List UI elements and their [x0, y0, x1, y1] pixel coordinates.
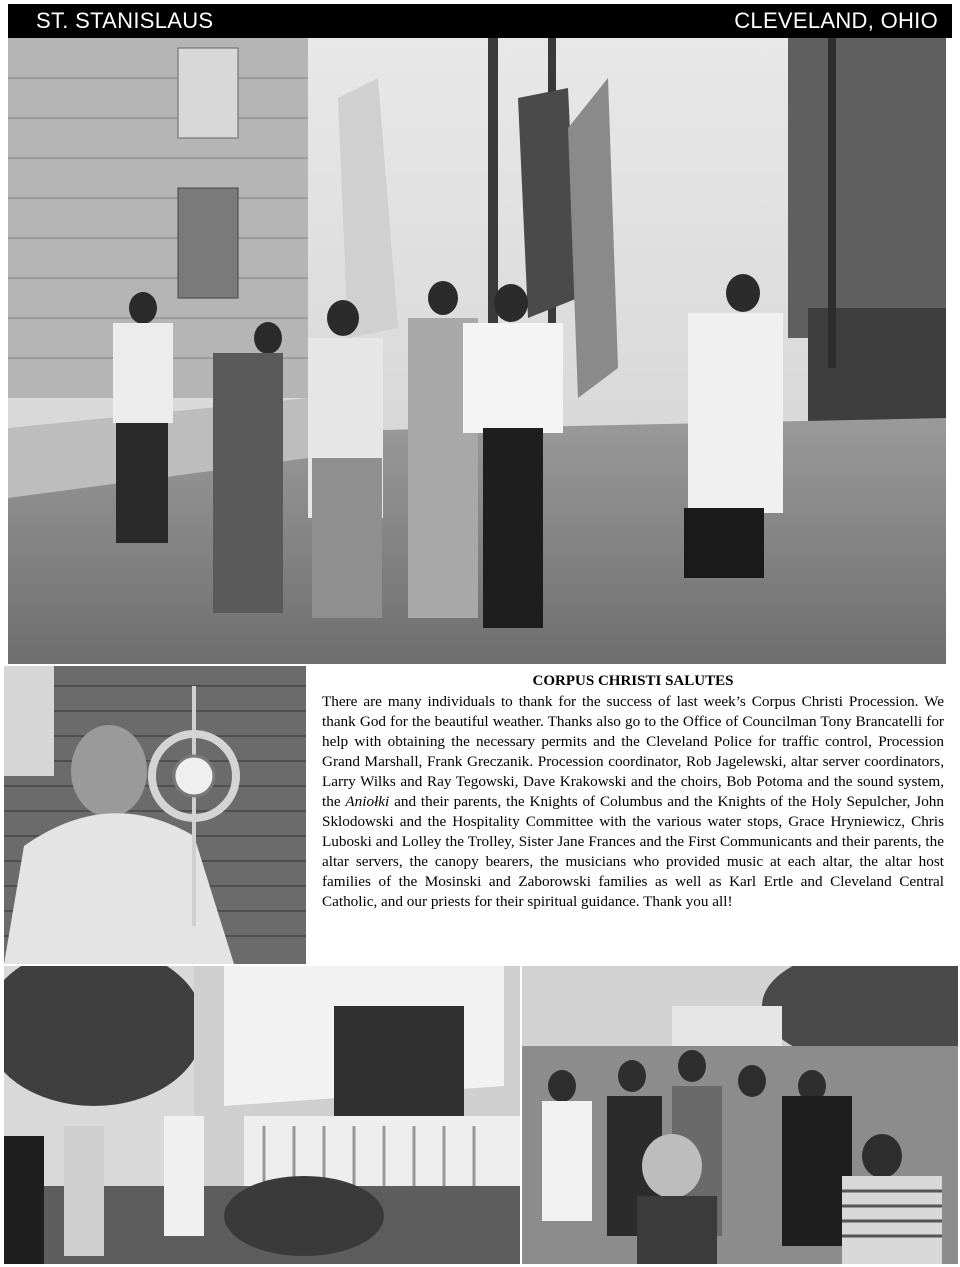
article-title: CORPUS CHRISTI SALUTES [532, 673, 734, 689]
article-body-part-2: and their parents, the Knights of Columbus and the Knights of the Holy Sepulcher, John Sklodowski and the Hospitality Committee with the various water stops, Grace Hryniewicz, Chris Luboski and Lolley the Trolley, Sister Jane Frances and the First Communicants and their parents, the altar servers, the canopy bearers, the musicians who provided music at each altar, the altar host families of the Mosinski and Zaborowski families as well as Karl Ertle and Cleveland Central Catholic, and our priests for their spiritual guidance. Thank you all! [322, 793, 944, 910]
priest-monstrance-photo [4, 666, 306, 964]
page-header [8, 4, 952, 38]
parish-name: ST. STANISLAUS [36, 8, 214, 33]
article-body [322, 692, 944, 912]
city-name: CLEVELAND, OHIO [734, 8, 938, 33]
article-italic-word: Aniołki [345, 793, 390, 810]
altar-house-photo [4, 966, 520, 1264]
article-corpus-christi-salutes [322, 673, 944, 912]
procession-photo [8, 38, 946, 664]
article-body-part-1: There are many individuals to thank for the success of last week’s Corpus Christi Procession. We thank God for the beautiful weather. Thanks also go to the Office of Councilman Tony Brancatelli for help with obtaining the necessary permits and the Cleveland Police for traffic control, Procession Grand Marshall, Frank Greczanik. Procession coordinator, Rob Jagelewski, altar server coordinators, Larry Wilks and Ray Tegowski, Dave Krakowski and the choirs, Bob Potoma and the sound system, the [322, 693, 944, 810]
kneeling-crowd-photo [522, 966, 958, 1264]
